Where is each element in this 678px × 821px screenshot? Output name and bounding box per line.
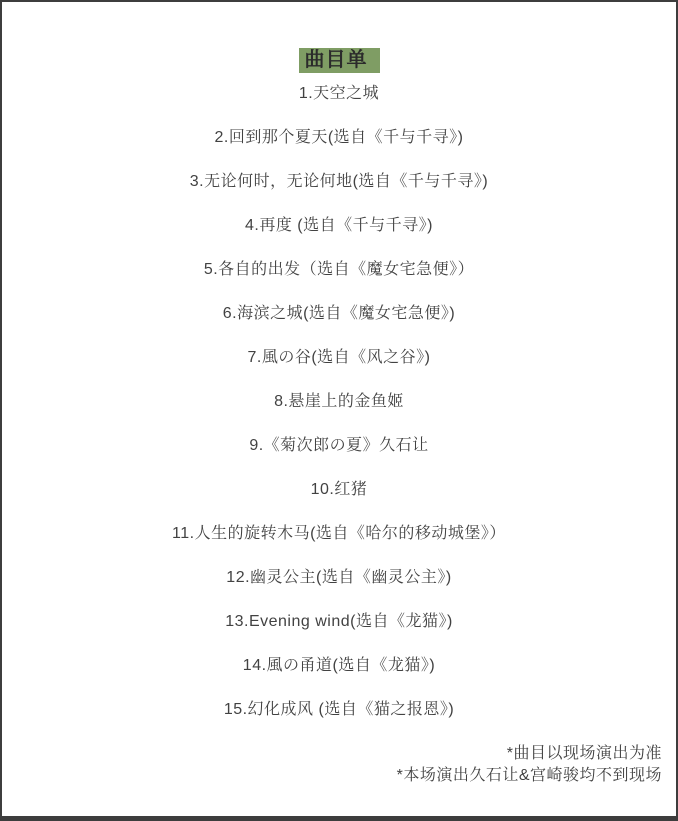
footnote: *本场演出久石让&宫崎骏均不到现场 bbox=[396, 767, 662, 784]
footnote: *曲目以现场演出为准 bbox=[506, 745, 662, 762]
song-item: 14.風の甬道(选自《龙猫》) bbox=[242, 657, 436, 674]
song-item: 5.各自的出发（选自《魔女宅急便》） bbox=[203, 261, 475, 278]
song-item: 9.《菊次郎の夏》久石让 bbox=[249, 437, 429, 454]
song-item: 3.无论何时，无论何地(选自《千与千寻》) bbox=[189, 173, 489, 190]
song-item: 10.红猪 bbox=[310, 481, 368, 498]
page-title: 曲目单 bbox=[299, 48, 380, 73]
song-item: 11.人生的旋转木马(选自《哈尔的移动城堡》） bbox=[172, 525, 506, 542]
song-item: 6.海滨之城(选自《魔女宅急便》) bbox=[222, 305, 456, 322]
song-list bbox=[2, 83, 676, 721]
song-item: 8.悬崖上的金鱼姬 bbox=[274, 393, 404, 410]
song-item: 13.Evening wind(选自《龙猫》) bbox=[225, 613, 453, 630]
title-row bbox=[2, 48, 676, 73]
song-item: 15.幻化成风 (选自《猫之报恩》) bbox=[223, 701, 455, 718]
song-item: 1.天空之城 bbox=[298, 85, 380, 102]
song-item: 12.幽灵公主(选自《幽灵公主》) bbox=[226, 569, 452, 586]
footnotes bbox=[2, 743, 676, 787]
song-item: 2.回到那个夏天(选自《千与千寻》) bbox=[214, 129, 464, 146]
song-item: 7.風の谷(选自《风之谷》) bbox=[247, 349, 431, 366]
song-item: 4.再度 (选自《千与千寻》) bbox=[245, 217, 433, 234]
